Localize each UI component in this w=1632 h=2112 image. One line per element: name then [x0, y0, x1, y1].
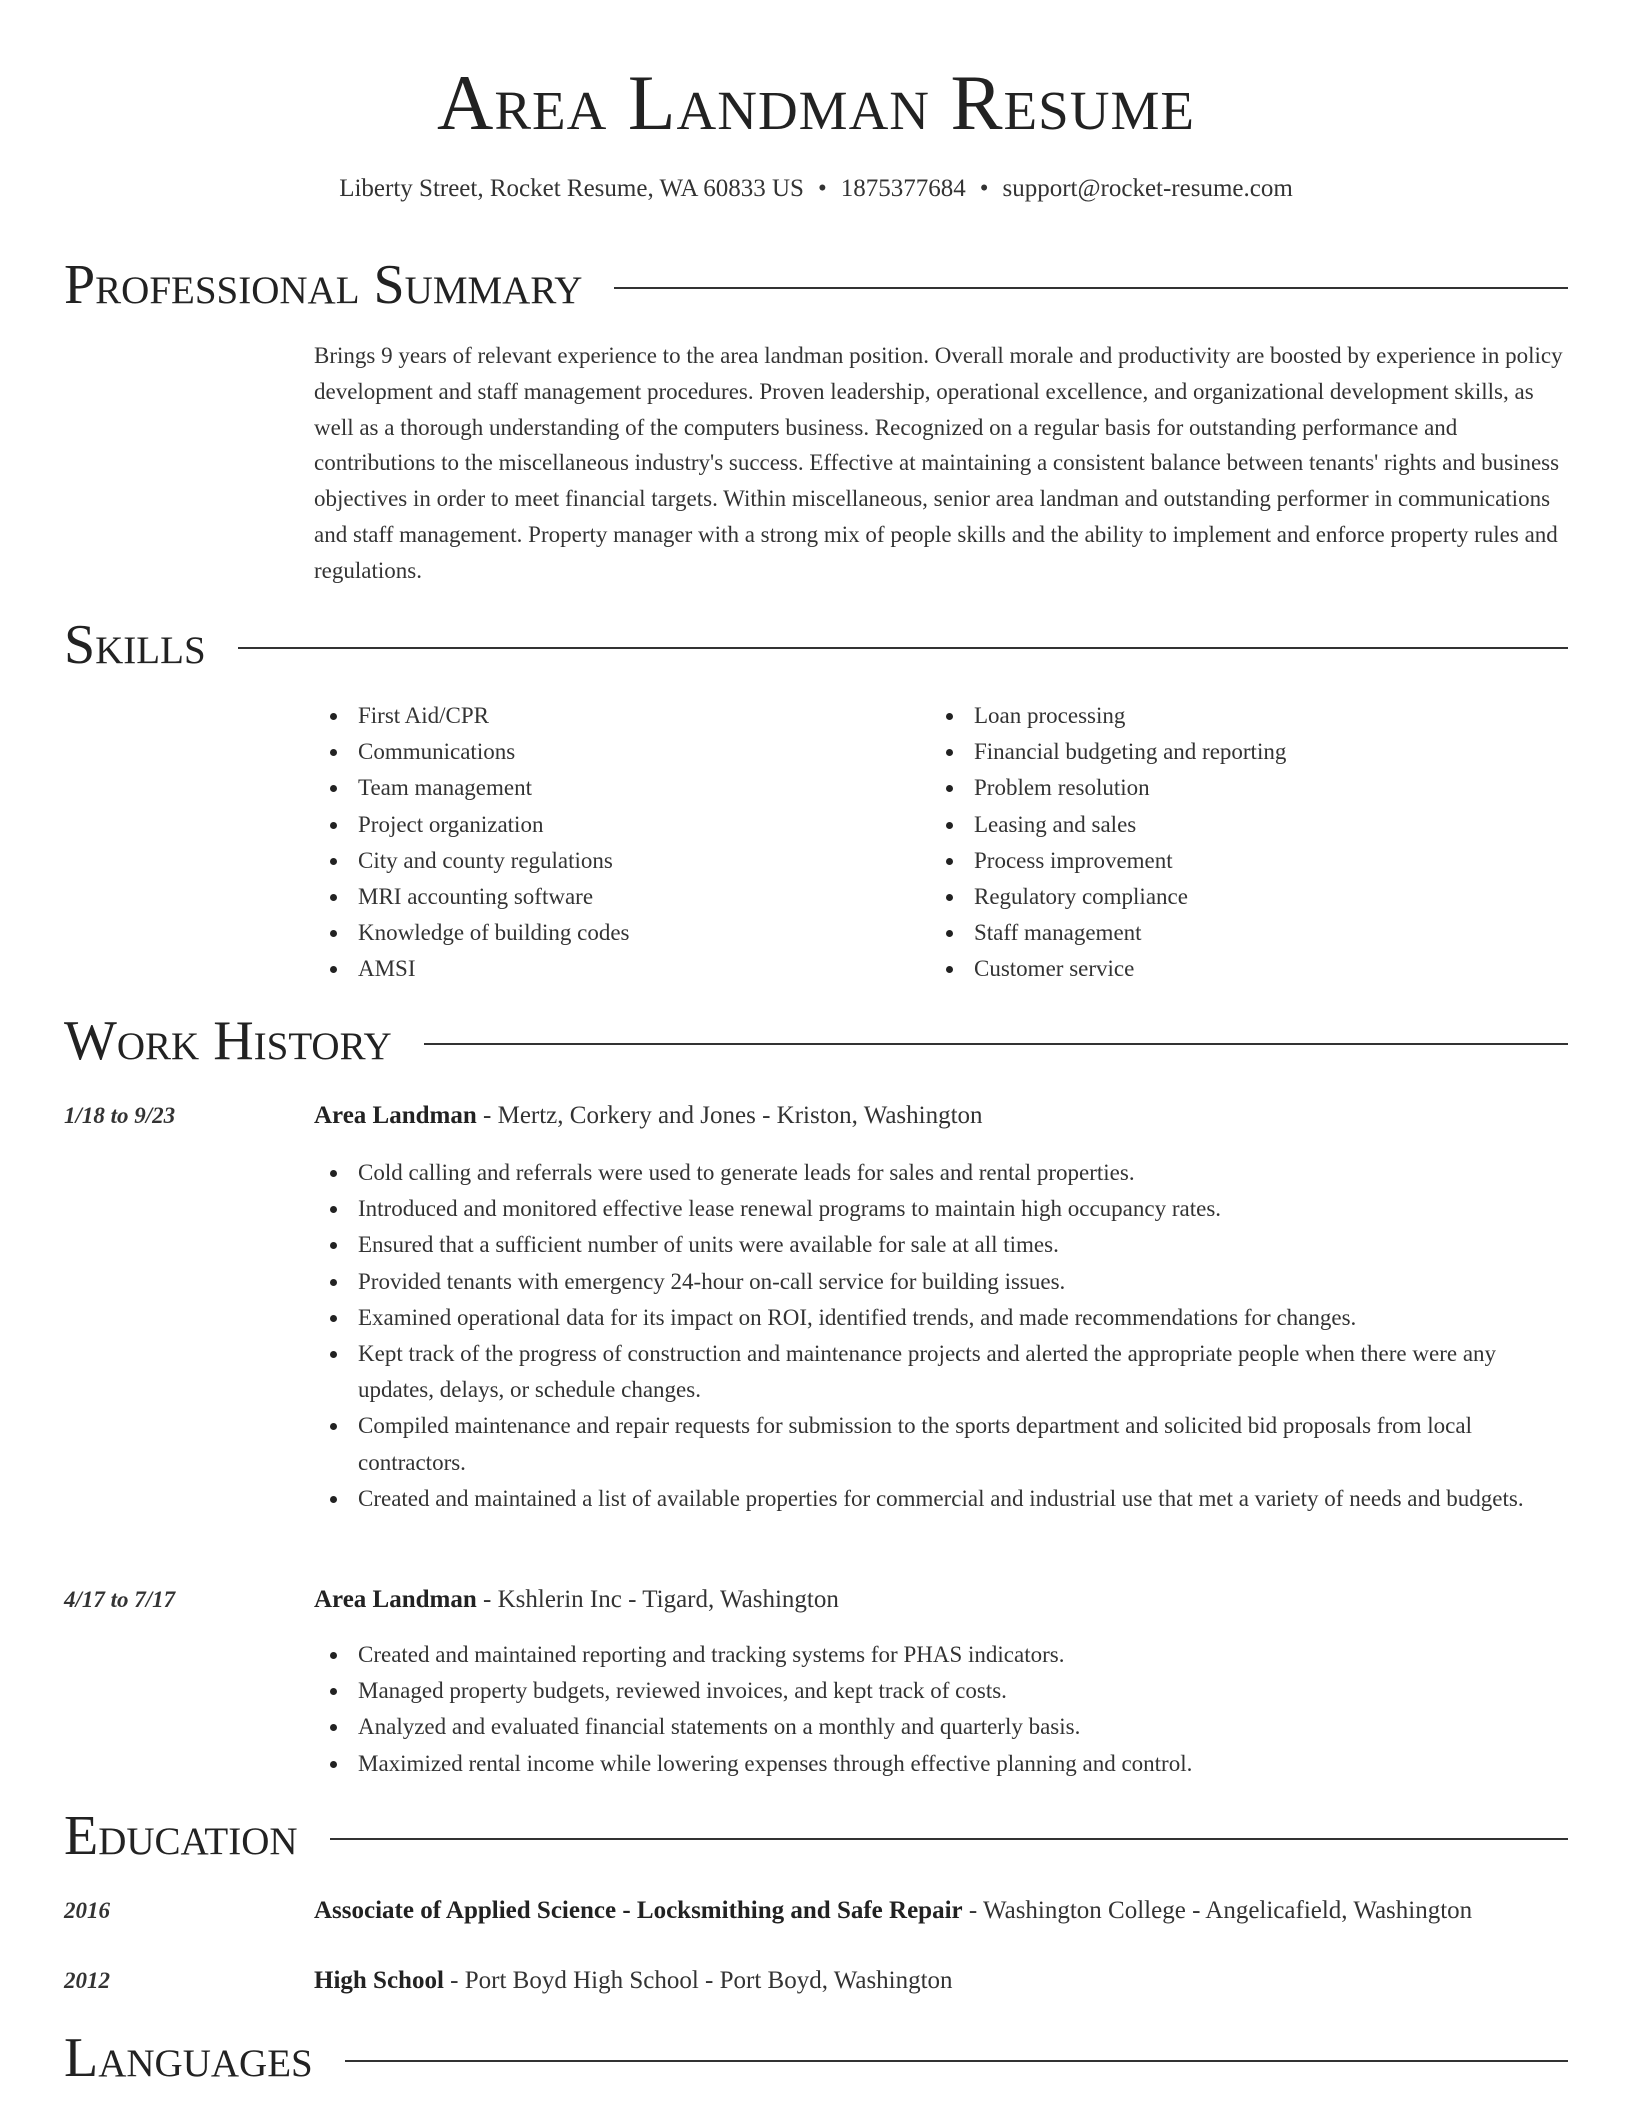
contact-separator: •	[979, 175, 989, 202]
section-rule	[330, 1838, 1568, 1840]
section-rule	[238, 647, 1568, 649]
job-header	[314, 1586, 839, 1614]
job-details: - Mertz, Corkery and Jones - Kriston, Washington	[476, 1102, 983, 1129]
contact-phone: 1875377684	[840, 175, 966, 202]
resume-title: Area Landman Resume	[437, 59, 1195, 146]
skill-item: Knowledge of building codes	[314, 915, 894, 951]
education-year: 2016	[64, 1898, 110, 1923]
section-heading-skills	[64, 614, 1568, 676]
section-heading-text: Skills	[64, 614, 206, 676]
job-bullet: Introduced and monitored effective lease renewal programs to maintain high occupancy rates.	[314, 1191, 1568, 1227]
job-title: Area Landman	[314, 1586, 477, 1613]
job-bullet: Created and maintained a list of available properties for commercial and industrial use that met a variety of needs and budgets.	[314, 1481, 1568, 1517]
job-bullet: Managed property budgets, reviewed invoices, and kept track of costs.	[314, 1673, 1568, 1709]
skill-item: Financial budgeting and reporting	[930, 734, 1510, 770]
section-heading-text: Professional Summary	[64, 254, 583, 316]
section-heading-languages	[64, 2027, 1568, 2089]
education-degree: High School	[314, 1967, 444, 1994]
education-details: - Port Boyd High School - Port Boyd, Washington	[443, 1967, 953, 1994]
section-heading-text: Education	[64, 1805, 298, 1867]
summary-text: Brings 9 years of relevant experience to the area landman position. Overall morale and productivity are boosted by experience in policy development and staff management procedures. Proven leadership, operational excellence, and organizational development skills, as well as a thorough understanding of the computers business. Recognized on a regular basis for outstanding performance and contributions to the miscellaneous industry's success. Effective at maintaining a consistent balance between tenants' rights and business objectives in order to meet financial targets. Within miscellaneous, senior area landman and outstanding performer in communications and staff management. Property manager with a strong mix of people skills and the ability to implement and enforce property rules and regulations.	[314, 343, 1563, 583]
job-bullet: Compiled maintenance and repair requests for submission to the sports department and solicited bid proposals from local contractors.	[314, 1408, 1568, 1480]
job-bullet: Ensured that a sufficient number of units were available for sale at all times.	[314, 1227, 1568, 1263]
skill-item: First Aid/CPR	[314, 698, 894, 734]
job-header	[314, 1102, 983, 1130]
section-heading-education	[64, 1805, 1568, 1867]
section-heading-text: Work History	[64, 1010, 392, 1072]
education-entry	[314, 1897, 1472, 1925]
contact-address: Liberty Street, Rocket Resume, WA 60833 US	[339, 175, 804, 202]
job-bullet: Examined operational data for its impact on ROI, identified trends, and made recommendations for changes.	[314, 1300, 1568, 1336]
skill-item: Team management	[314, 770, 894, 806]
section-rule	[614, 287, 1568, 289]
education-entry	[314, 1967, 953, 1995]
skill-item: Leasing and sales	[930, 807, 1510, 843]
job-bullet: Provided tenants with emergency 24-hour on-call service for building issues.	[314, 1264, 1568, 1300]
skill-item: MRI accounting software	[314, 879, 894, 915]
job-bullet-list	[314, 1155, 1568, 1517]
contact-email: support@rocket-resume.com	[1002, 175, 1293, 202]
skill-item: AMSI	[314, 951, 894, 987]
job-dates: 4/17 to 7/17	[64, 1587, 176, 1612]
job-bullet: Cold calling and referrals were used to generate leads for sales and rental properties.	[314, 1155, 1568, 1191]
skill-item: Communications	[314, 734, 894, 770]
job-title: Area Landman	[314, 1102, 477, 1129]
skill-item: Problem resolution	[930, 770, 1510, 806]
job-bullet: Analyzed and evaluated financial statements on a monthly and quarterly basis.	[314, 1709, 1568, 1745]
section-rule	[424, 1043, 1568, 1045]
education-details: - Washington College - Angelicafield, Washington	[962, 1897, 1473, 1924]
contact-separator: •	[817, 175, 827, 202]
job-bullet: Kept track of the progress of construction and maintenance projects and alerted the appropriate people when there were any updates, delays, or schedule changes.	[314, 1336, 1568, 1408]
skill-item: City and county regulations	[314, 843, 894, 879]
education-year: 2012	[64, 1968, 110, 1993]
section-heading-summary	[64, 254, 1568, 316]
skill-item: Loan processing	[930, 698, 1510, 734]
skill-item: Customer service	[930, 951, 1510, 987]
job-bullet: Created and maintained reporting and tracking systems for PHAS indicators.	[314, 1637, 1568, 1673]
section-heading-work-history	[64, 1010, 1568, 1072]
section-heading-text: Languages	[64, 2027, 313, 2089]
skills-list-right	[930, 698, 1510, 988]
skills-list-left	[314, 698, 894, 988]
section-rule	[345, 2060, 1568, 2062]
job-dates: 1/18 to 9/23	[64, 1103, 176, 1128]
job-bullet-list	[314, 1637, 1568, 1782]
skill-item: Staff management	[930, 915, 1510, 951]
job-bullet: Maximized rental income while lowering expenses through effective planning and control.	[314, 1746, 1568, 1782]
education-degree: Associate of Applied Science - Locksmithing and Safe Repair	[314, 1897, 963, 1924]
contact-line	[0, 175, 1632, 203]
skill-item: Regulatory compliance	[930, 879, 1510, 915]
job-details: - Kshlerin Inc - Tigard, Washington	[476, 1586, 839, 1613]
skill-item: Process improvement	[930, 843, 1510, 879]
skill-item: Project organization	[314, 807, 894, 843]
